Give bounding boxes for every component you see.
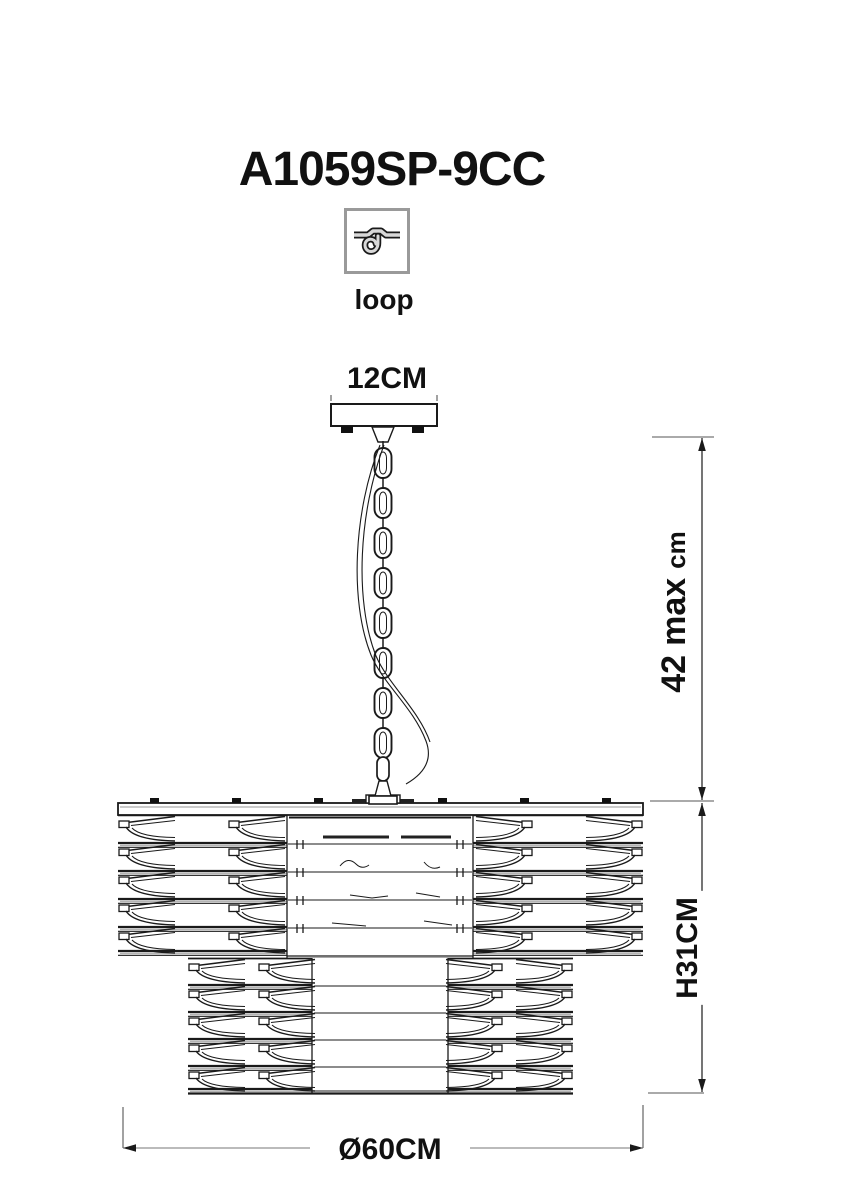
power-wire [357,445,430,784]
loop-hook-icon [347,211,407,271]
mount-type-label: loop [354,284,414,315]
chandelier-body [118,815,643,1094]
suspension-length-label [657,531,691,692]
product-model-title: A1059SP-9CC [238,143,546,196]
canopy [331,404,437,442]
suspension-value: 42 [655,654,693,693]
suspension-qualifier: max [655,577,693,646]
loop-mount-icon-frame [344,208,410,274]
hook-glyph [365,236,378,252]
body-diameter-label: Ø60CM [310,1134,470,1166]
suspension-unit: cm [661,531,691,569]
chain [369,441,397,804]
canopy-width-label: 12CM [328,363,446,395]
body-height-label: H31CM [673,891,703,1005]
